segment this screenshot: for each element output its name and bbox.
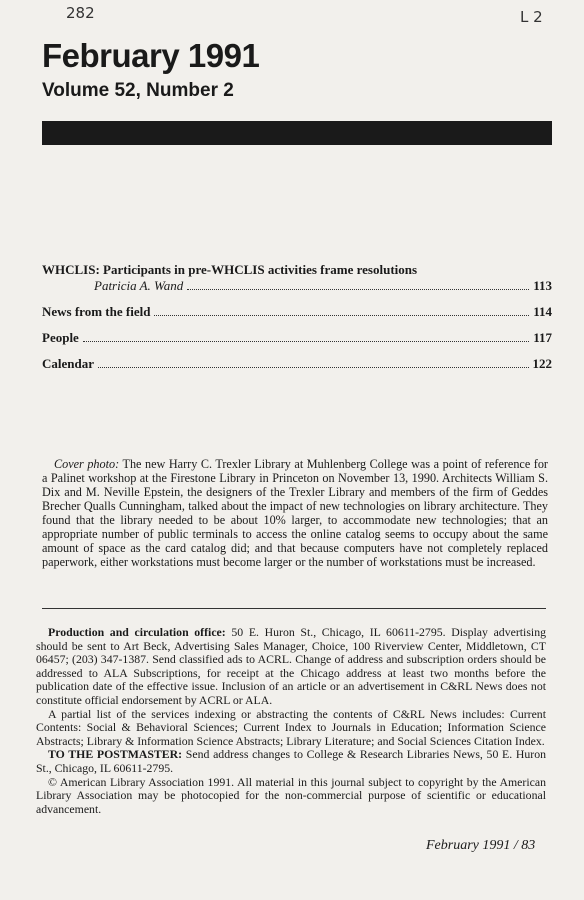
toc-entry[interactable] [42,356,552,372]
cover-photo-caption [42,457,548,569]
toc-entry-title: People [42,330,79,345]
volume-number: Volume 52, Number 2 [42,80,234,101]
table-of-contents [42,262,552,382]
toc-entry-title: News from the field [42,304,151,319]
toc-entry-page: 114 [533,304,552,319]
postmaster-label: TO THE POSTMASTER: [48,747,183,762]
toc-entry[interactable] [42,330,552,346]
cover-photo-text: The new Harry C. Trexler Library at Muhlenberg College was a point of reference for a Palinet workshop at the Firestone Library in Princeton on November 13, 1990. Architects William S. Dix and M. Neville Epstein, the designers of the Trexler Library and members of the firm of Geddes Brecher Qualls Cunningham, talked about the impact of new technologies on library architecture. They found that the library needed to be about 10% larger, to accommodate new technologies; that an appropriate number of public terminals to access the online catalog seems to occupy about the same amount of space as the card catalog did; and that because computers have not completely replaced paperwork, either workstations must become larger or the number of workstations must be increased. [42,457,548,569]
issue-title: February 1991 [42,37,260,74]
toc-entry[interactable] [42,262,552,294]
decorative-bar [42,121,552,145]
toc-entry-title: WHCLIS: Participants in pre-WHCLIS activities frame resolutions [42,262,418,277]
masthead [42,38,259,102]
dot-leader [154,315,529,316]
toc-entry[interactable] [42,304,552,320]
production-label: Production and circulation office: [48,625,226,639]
toc-entry-author: Patricia A. Wand [94,278,184,293]
handwritten-annotation-left: 282 [66,4,95,22]
toc-entry-page: 122 [532,356,552,371]
toc-entry-title: Calendar [42,356,94,371]
page-folio: February 1991 / 83 [426,838,536,853]
production-paragraph [36,626,546,708]
dot-leader [98,367,529,368]
cover-photo-label: Cover photo: [54,457,120,471]
handwritten-annotation-right: L 2 [520,8,543,26]
postmaster-text: Send address changes to College & Research Libraries News, 50 E. Huron St., Chicago, IL 60611-2795. [36,747,547,775]
dot-leader [187,289,529,290]
colophon [36,626,546,816]
production-text: 50 E. Huron St., Chicago, IL 60611-2795. Display advertising should be sent to Art Beck, Advertising Sales Manager, Choice, 100 Riverview Center, Middletown, CT 06457; (203) 347-1387. Send classified ads to ACRL. Change of address and subscription orders should be addressed to ALA Subscriptions, for receipt at the Chicago address at least two months before the publication date of the effective issue. Inclusion of an article or an advertisement in C&RL News does not constitute official endorsement by ACRL or ALA. [36,625,546,707]
toc-entry-page: 117 [533,330,552,345]
dot-leader [83,341,529,342]
postmaster-paragraph [36,748,546,775]
indexing-paragraph: A partial list of the services indexing or abstracting the contents of C&RL News includes: Current Contents: Social & Behavioral Sciences; Current Index to Journals in Education; Information Science Abstracts; Library & Information Science Abstracts; Library Literature; and Social Sciences Citation Index. [36,706,546,748]
copyright-paragraph: © American Library Association 1991. All material in this journal subject to copyright by the American Library Association may be photocopied for the non-commercial purpose of scientific or educational advancement. [36,774,546,816]
toc-entry-page: 113 [533,278,552,293]
divider [42,608,546,609]
